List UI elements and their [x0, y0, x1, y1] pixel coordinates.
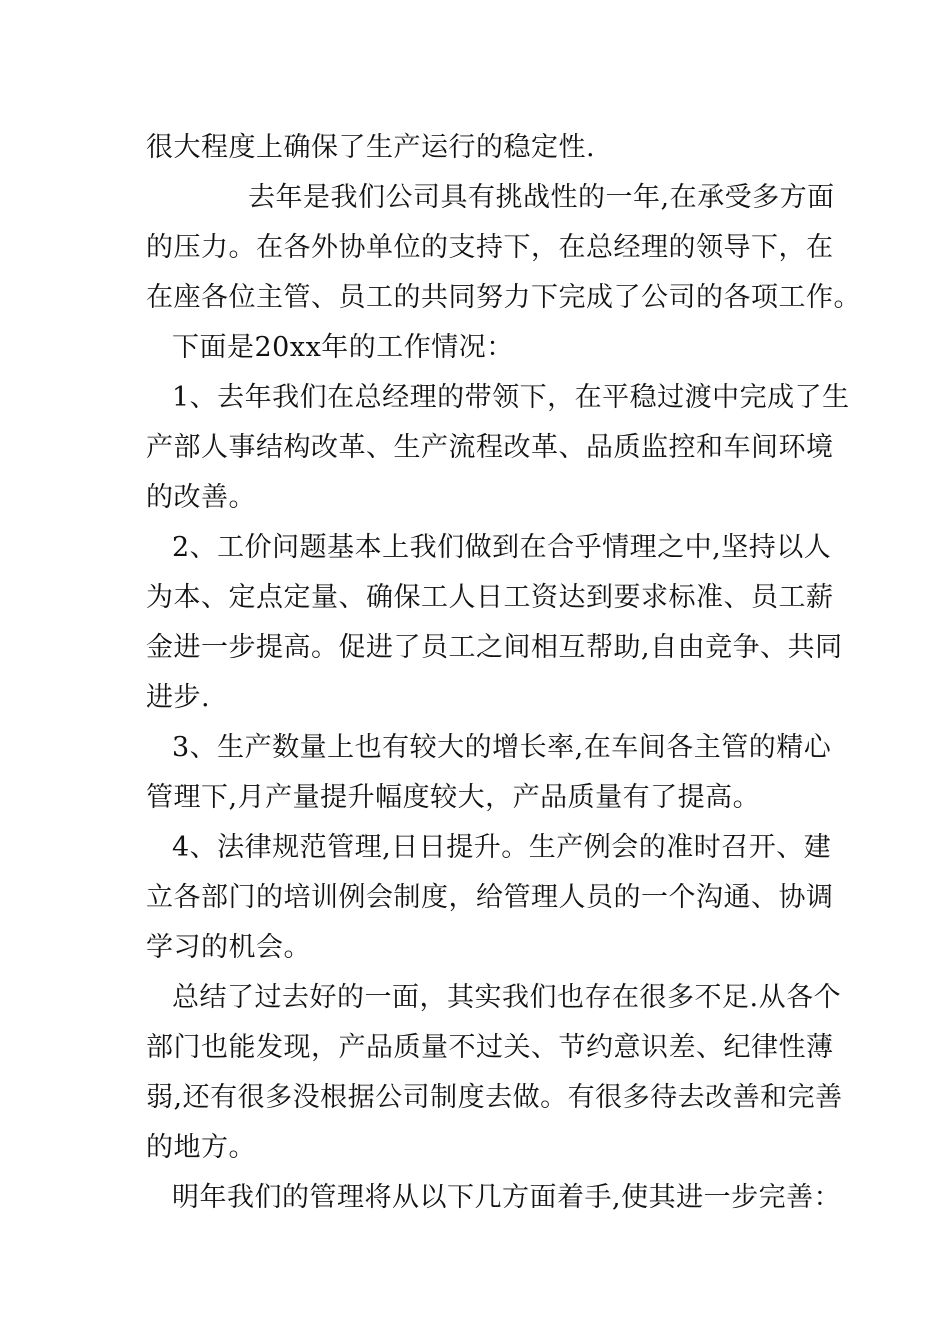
text-line: 学习的机会。: [146, 932, 311, 963]
text-line: 弱,还有很多没根据公司制度去做。有很多待去改善和完善: [146, 1082, 843, 1113]
summary-start-line: 总结了过去好的一面，其实我们也存在很多不足.从各个: [172, 982, 842, 1013]
section-intro-line: 下面是20xx年的工作情况：: [172, 332, 514, 363]
text-line: 进步.: [146, 682, 211, 713]
list-item-2-line: 2、工价问题基本上我们做到在合乎情理之中,坚持以人: [172, 532, 832, 563]
list-item-1-line: 1、去年我们在总经理的带领下，在平稳过渡中完成了生: [172, 382, 850, 413]
text-line: 立各部门的培训例会制度，给管理人员的一个沟通、协调: [146, 882, 834, 913]
text-line: 很大程度上确保了生产运行的稳定性.: [146, 132, 596, 163]
text-line: 管理下,月产量提升幅度较大，产品质量有了提高。: [146, 782, 761, 813]
plan-intro-line: 明年我们的管理将从以下几方面着手,使其进一步完善：: [172, 1182, 842, 1213]
text-line: 金进一步提高。促进了员工之间相互帮助,自由竞争、共同: [146, 632, 843, 663]
list-item-4-line: 4、法律规范管理,日日提升。生产例会的准时召开、建: [172, 832, 832, 863]
text-line: 的压力。在各外协单位的支持下，在总经理的领导下，在: [146, 232, 834, 263]
text-line: 在座各位主管、员工的共同努力下完成了公司的各项工作。: [146, 282, 861, 313]
text-line: 的地方。: [146, 1132, 256, 1163]
list-item-3-line: 3、生产数量上也有较大的增长率,在车间各主管的精心: [172, 732, 832, 763]
text-line: 的改善。: [146, 482, 256, 513]
text-line: 产部人事结构改革、生产流程改革、品质监控和车间环境: [146, 432, 834, 463]
text-line: 部门也能发现，产品质量不过关、节约意识差、纪律性薄: [146, 1032, 834, 1063]
paragraph-start-line: 去年是我们公司具有挑战性的一年,在承受多方面: [248, 182, 835, 213]
text-line: 为本、定点定量、确保工人日工资达到要求标准、员工薪: [146, 582, 834, 613]
